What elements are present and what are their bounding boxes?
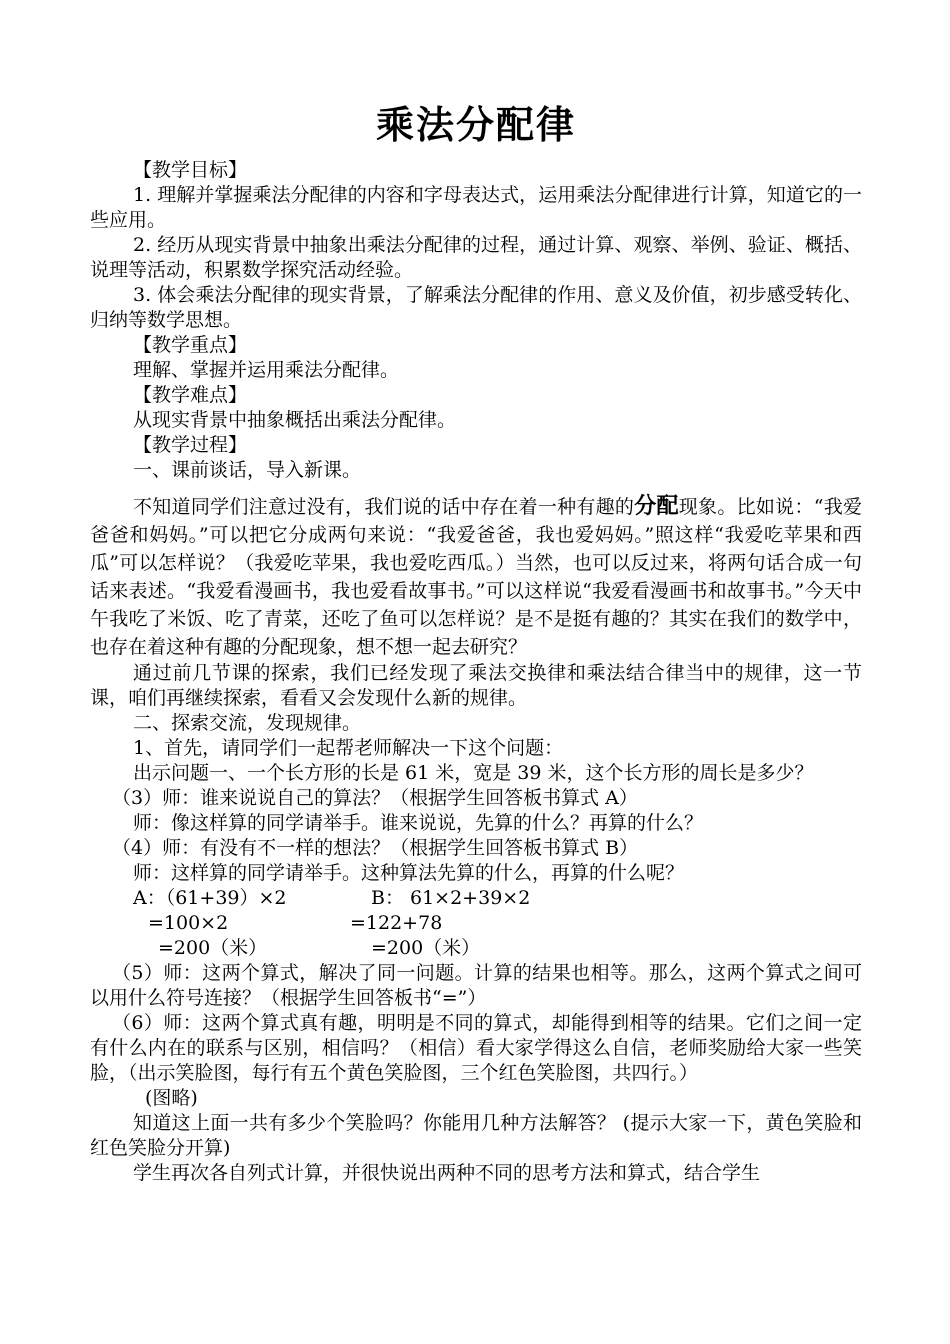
formula-b-line-1: B： 61×2+39×2 — [371, 887, 531, 909]
formula-row-2 — [90, 911, 862, 936]
formula-a-line-2: =100×2 — [148, 912, 229, 934]
review-paragraph: 通过前几节课的探索，我们已经发现了乘法交换律和乘法结合律当中的规律，这一节课，咱们再继续探索，看看又会发现什么新的规律。 — [90, 662, 862, 709]
question-4-follow: 师：这样算的同学请举手。这种算法先算的什么，再算的什么呢？ — [133, 862, 685, 884]
page-title: 乘法分配律 — [375, 103, 576, 147]
question-6: （6）师：这两个算式真有趣，明明是不同的算式，却能得到相等的结果。它们之间一定有什么内在的联系与区别，相信吗？（相信）看大家学得这么自信，老师奖励给大家一些笑脸，（出示笑脸图，每行有五个黄色笑脸图，三个红色笑脸图，共四行。） — [90, 1012, 862, 1084]
step-2-1: 1、首先，请同学们一起帮老师解决一下这个问题： — [133, 737, 564, 759]
step-1-heading: 一、课前谈话，导入新课。 — [133, 459, 362, 481]
intro-text-after: 现象。比如说：“我爱爸爸和妈妈。”可以把它分成两句来说：“我爱爸爸，我也爱妈妈。”照这样“我爱吃苹果和西瓜”可以怎样说？（我爱吃苹果，我也爱吃西瓜。）当然，也可以反过来，将两句话合成一句话来表述。“我爱看漫画书，我也爱看故事书。”可以这样说“我爱看漫画书和故事书。”今天中午我吃了米饭、吃了青菜，还吃了鱼可以怎样说？是不是挺有趣的？其实在我们的数学中，也存在着这种有趣的分配现象，想不想一起去研究？ — [90, 496, 862, 658]
difficulty-heading: 【教学难点】 — [133, 384, 248, 406]
formula-b-line-3: =200（米） — [371, 937, 481, 959]
figure-omitted-note: (图略) — [145, 1087, 198, 1109]
formula-b-line-2: =122+78 — [350, 912, 443, 934]
problem-text: 出示问题一、一个长方形的长是 61 米，宽是 39 米，这个长方形的周长是多少？ — [133, 762, 814, 784]
question-4: （4）师：有没有不一样的想法？（根据学生回答板书算式 B） — [112, 837, 639, 859]
goal-item-2: 2. 经历从现实背景中抽象出乘法分配律的过程，通过计算、观察、举例、验证、概括、说理等活动，积累数学探究活动经验。 — [90, 234, 862, 281]
question-3: （3）师：谁来说说自己的算法？（根据学生回答板书算式 A） — [112, 787, 638, 809]
intro-text-before: 不知道同学们注意过没有，我们说的话中存在着一种有趣的 — [133, 496, 635, 518]
goal-item-1: 1. 理解并掌握乘法分配律的内容和字母表达式，运用乘法分配律进行计算，知道它的一些应用。 — [90, 184, 862, 231]
formula-a-line-3: =200（米） — [158, 937, 268, 959]
intro-paragraph — [90, 493, 862, 661]
goal-heading: 【教学目标】 — [133, 159, 248, 181]
formula-a-line-1: A：（61+39）×2 — [133, 887, 287, 909]
goal-item-3: 3. 体会乘法分配律的现实背景，了解乘法分配律的作用、意义及价值，初步感受转化、归纳等数学思想。 — [90, 284, 862, 331]
key-heading: 【教学重点】 — [133, 334, 248, 356]
formula-row-1 — [90, 886, 862, 911]
key-text: 理解、掌握并运用乘法分配律。 — [133, 359, 400, 381]
question-3-follow: 师：像这样算的同学请举手。谁来说说，先算的什么？再算的什么？ — [133, 812, 704, 834]
process-heading: 【教学过程】 — [133, 434, 248, 456]
question-5: （5）师：这两个算式，解决了同一问题。计算的结果也相等。那么，这两个算式之间可以用什么符号连接？（根据学生回答板书“=”） — [90, 962, 862, 1009]
intro-bold-word: 分配 — [634, 494, 679, 519]
students-paragraph: 学生再次各自列式计算，并很快说出两种不同的思考方法和算式，结合学生 — [133, 1162, 761, 1184]
step-2-heading: 二、探索交流，发现规律。 — [133, 712, 362, 734]
document-page — [90, 92, 862, 1186]
difficulty-text: 从现实背景中抽象概括出乘法分配律。 — [133, 409, 457, 431]
smile-question: 知道这上面一共有多少个笑脸吗？你能用几种方法解答？ (提示大家一下，黄色笑脸和红色笑脸分开算) — [90, 1112, 862, 1159]
formula-row-3 — [90, 936, 862, 961]
